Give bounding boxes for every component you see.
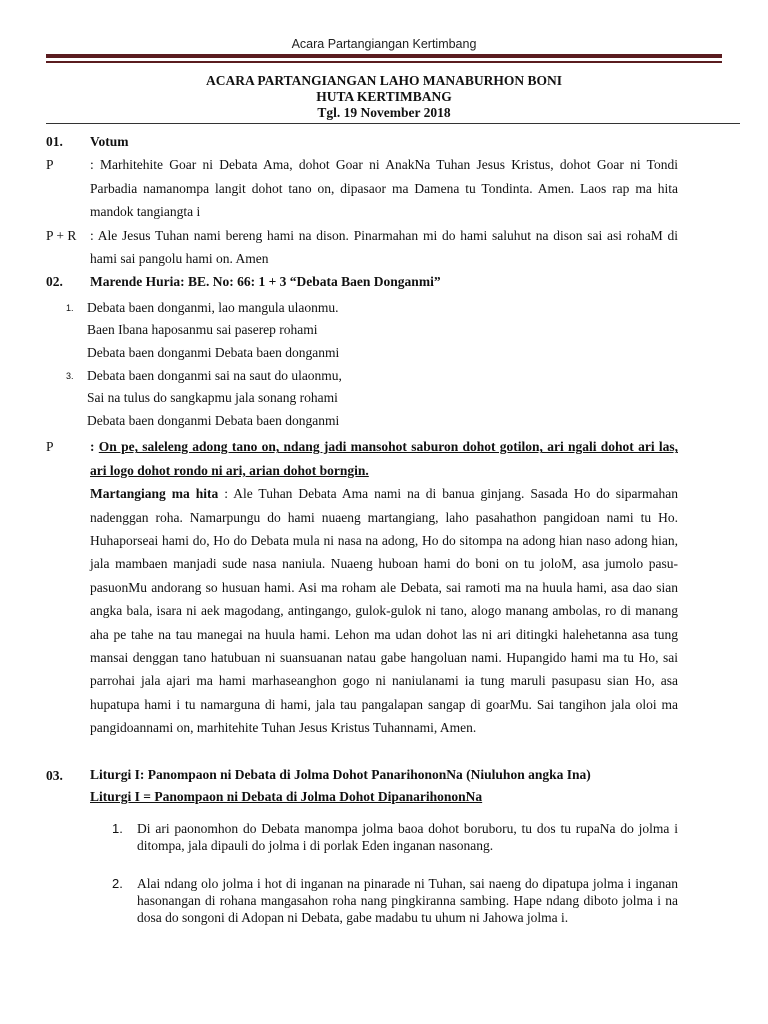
document-body <box>46 130 678 947</box>
title-line-3: Tgl. 19 November 2018 <box>317 105 451 120</box>
votum-pr <box>46 224 678 271</box>
stanza-number: 3. <box>66 370 74 381</box>
header-rule-thick <box>46 54 722 58</box>
list-item <box>112 875 678 926</box>
section-01-heading <box>46 130 678 153</box>
header-rule-thin <box>46 61 722 63</box>
section-heading: Votum <box>90 134 129 149</box>
genesis-quote: On pe, saleleng adong tano on, ndang jadi mansohot saburon dohot gotilon, ari ngali dohot ari las, ari logo dohot rondo ni ari, arian dohot borngin. <box>90 439 678 478</box>
section-heading <box>90 764 678 808</box>
verse-line: Debata baen donganmi Debata baen donganmi <box>87 345 340 361</box>
colon-prefix: : <box>90 439 99 455</box>
hymn-stanza-1 <box>66 297 678 365</box>
list-number: 1. <box>112 820 123 836</box>
section-number: 03. <box>46 767 63 783</box>
running-header: Acara Partangiangan Kertimbang <box>291 37 477 51</box>
prayer-content <box>90 435 678 739</box>
verse-line: Debata baen donganmi sai na saut do ulaonmu, <box>87 367 342 383</box>
list-text: Alai ndang olo jolma i hot di inganan na pinarade ni Tuhan, sai naeng do dipatupa jolma i inganan hasonangan di rohana mangasahon roha nang pingkiranna sambing. Hape ndang diboto jolma i na dosa do songoni di Adopan ni Debata, gabe madabu tu uhum ni Jahowa jolma i. <box>137 875 678 925</box>
title-line-1: ACARA PARTANGIANGAN LAHO MANABURHON BONI <box>205 73 563 88</box>
list-item <box>112 820 678 854</box>
prayer-text: : Ale Tuhan Debata Ama nami na di banua ginjang. Sasada Ho do siparmahan nadenggan roha. Namarpungu do hami nuaeng martangiang, laho pasahathon pangidoan nami tu Ho. Huhaporseai hami do, Ho do Debata mula ni nasa na adong, Ho do sitompa na adong hian naso adong hian, jala mambaen manjadi sude nasa naniula. Nuaeng huboan hami do boni on tu joloM, asa jumolo pasu-pasuonMu andorang so husuan hami. Asi ma roham ale Debata, sai ramoti ma na huula hami, asa dao sian angka bala, isara ni aek magodang, antingango, gulok-gulok ni tano, alogo manang ambolas, ro di manang aha pe tahe na tau manegai na huula hami. Lehon ma udan dohot las ni ari ditingki halehetanna asa tung mansai denggan tano hatubuan ni suansuanan natau gabe hangoluan nami. Hupangido hami ma tu Ho, sai parrohai jala ajari ma hami marhaseanghon gogo ni naniulanami ia tung maruli pasupasu sian Ho, asa hupatupa hami i tu namarguna di hami, jala tau pangalapan sangap di goarMu. Sai tangihon jala oloi ma pangidoannami on, marhitehite Tuhan Jesus Kristus Tuhannami, Amen. <box>90 486 679 736</box>
votum-text: : Marhitehite Goar ni Debata Ama, dohot Goar ni AnakNa Tuhan Jesus Kristus, dohot Goar ni Tondi Parbadia namanompa langit dohot tano on, dipasaor ma Damena tu Tondinta. Amen. Laos rap ma hita mandok tangiangta i <box>90 157 678 220</box>
document-title <box>46 73 722 121</box>
verse-line: Debata baen donganmi Debata baen donganmi <box>87 412 340 428</box>
section-heading: Marende Huria: BE. No: 66: 1 + 3 “Debata Baen Donganmi” <box>90 274 441 290</box>
liturgy-title: Liturgi I: Panompaon ni Debata di Jolma Dohot PanarihononNa (Niuluhon angka Ina) <box>90 766 591 782</box>
response-text: : Ale Jesus Tuhan nami bereng hami na dison. Pinarmahan mi do hami saluhut na dison sai asi rohaM di hami sai pangolu hami on. Amen <box>90 227 678 267</box>
prayer-heading: Martangiang ma hita <box>90 486 219 502</box>
verse-line: Sai na tulus do sangkapmu jala sonang rohami <box>87 390 338 406</box>
verse-line: Debata baen donganmi, lao mangula ulaonmu. <box>87 299 339 315</box>
hymn-stanza-3 <box>66 365 678 433</box>
list-text: Di ari paonomhon do Debata manompa jolma baoa dohot boruboru, tu dos tu rupaNa do jolma i ditompa, jala dipauli do jolma i di porlak Eden inganan nasonang. <box>137 820 678 853</box>
verse-line: Baen Ibana haposanmu sai paserep rohami <box>87 322 318 338</box>
prayer-block <box>46 435 678 739</box>
stanza-number: 1. <box>66 302 74 313</box>
section-03-heading <box>46 764 678 808</box>
section-02-heading <box>46 270 678 293</box>
liturgy-list <box>112 820 678 926</box>
liturgy-subtitle: Liturgi I = Panompaon ni Debata di Jolma Dohot DipanarihononNa <box>90 788 483 804</box>
title-line-2: HUTA KERTIMBANG <box>316 89 452 104</box>
speaker-label: P + R <box>46 227 77 243</box>
section-number: 02. <box>46 274 63 290</box>
title-rule <box>46 123 740 124</box>
speaker-label: P <box>46 157 54 173</box>
section-number: 01. <box>46 134 63 149</box>
list-number: 2. <box>112 875 123 891</box>
speaker-label: P <box>46 439 54 455</box>
votum-p <box>46 153 678 223</box>
